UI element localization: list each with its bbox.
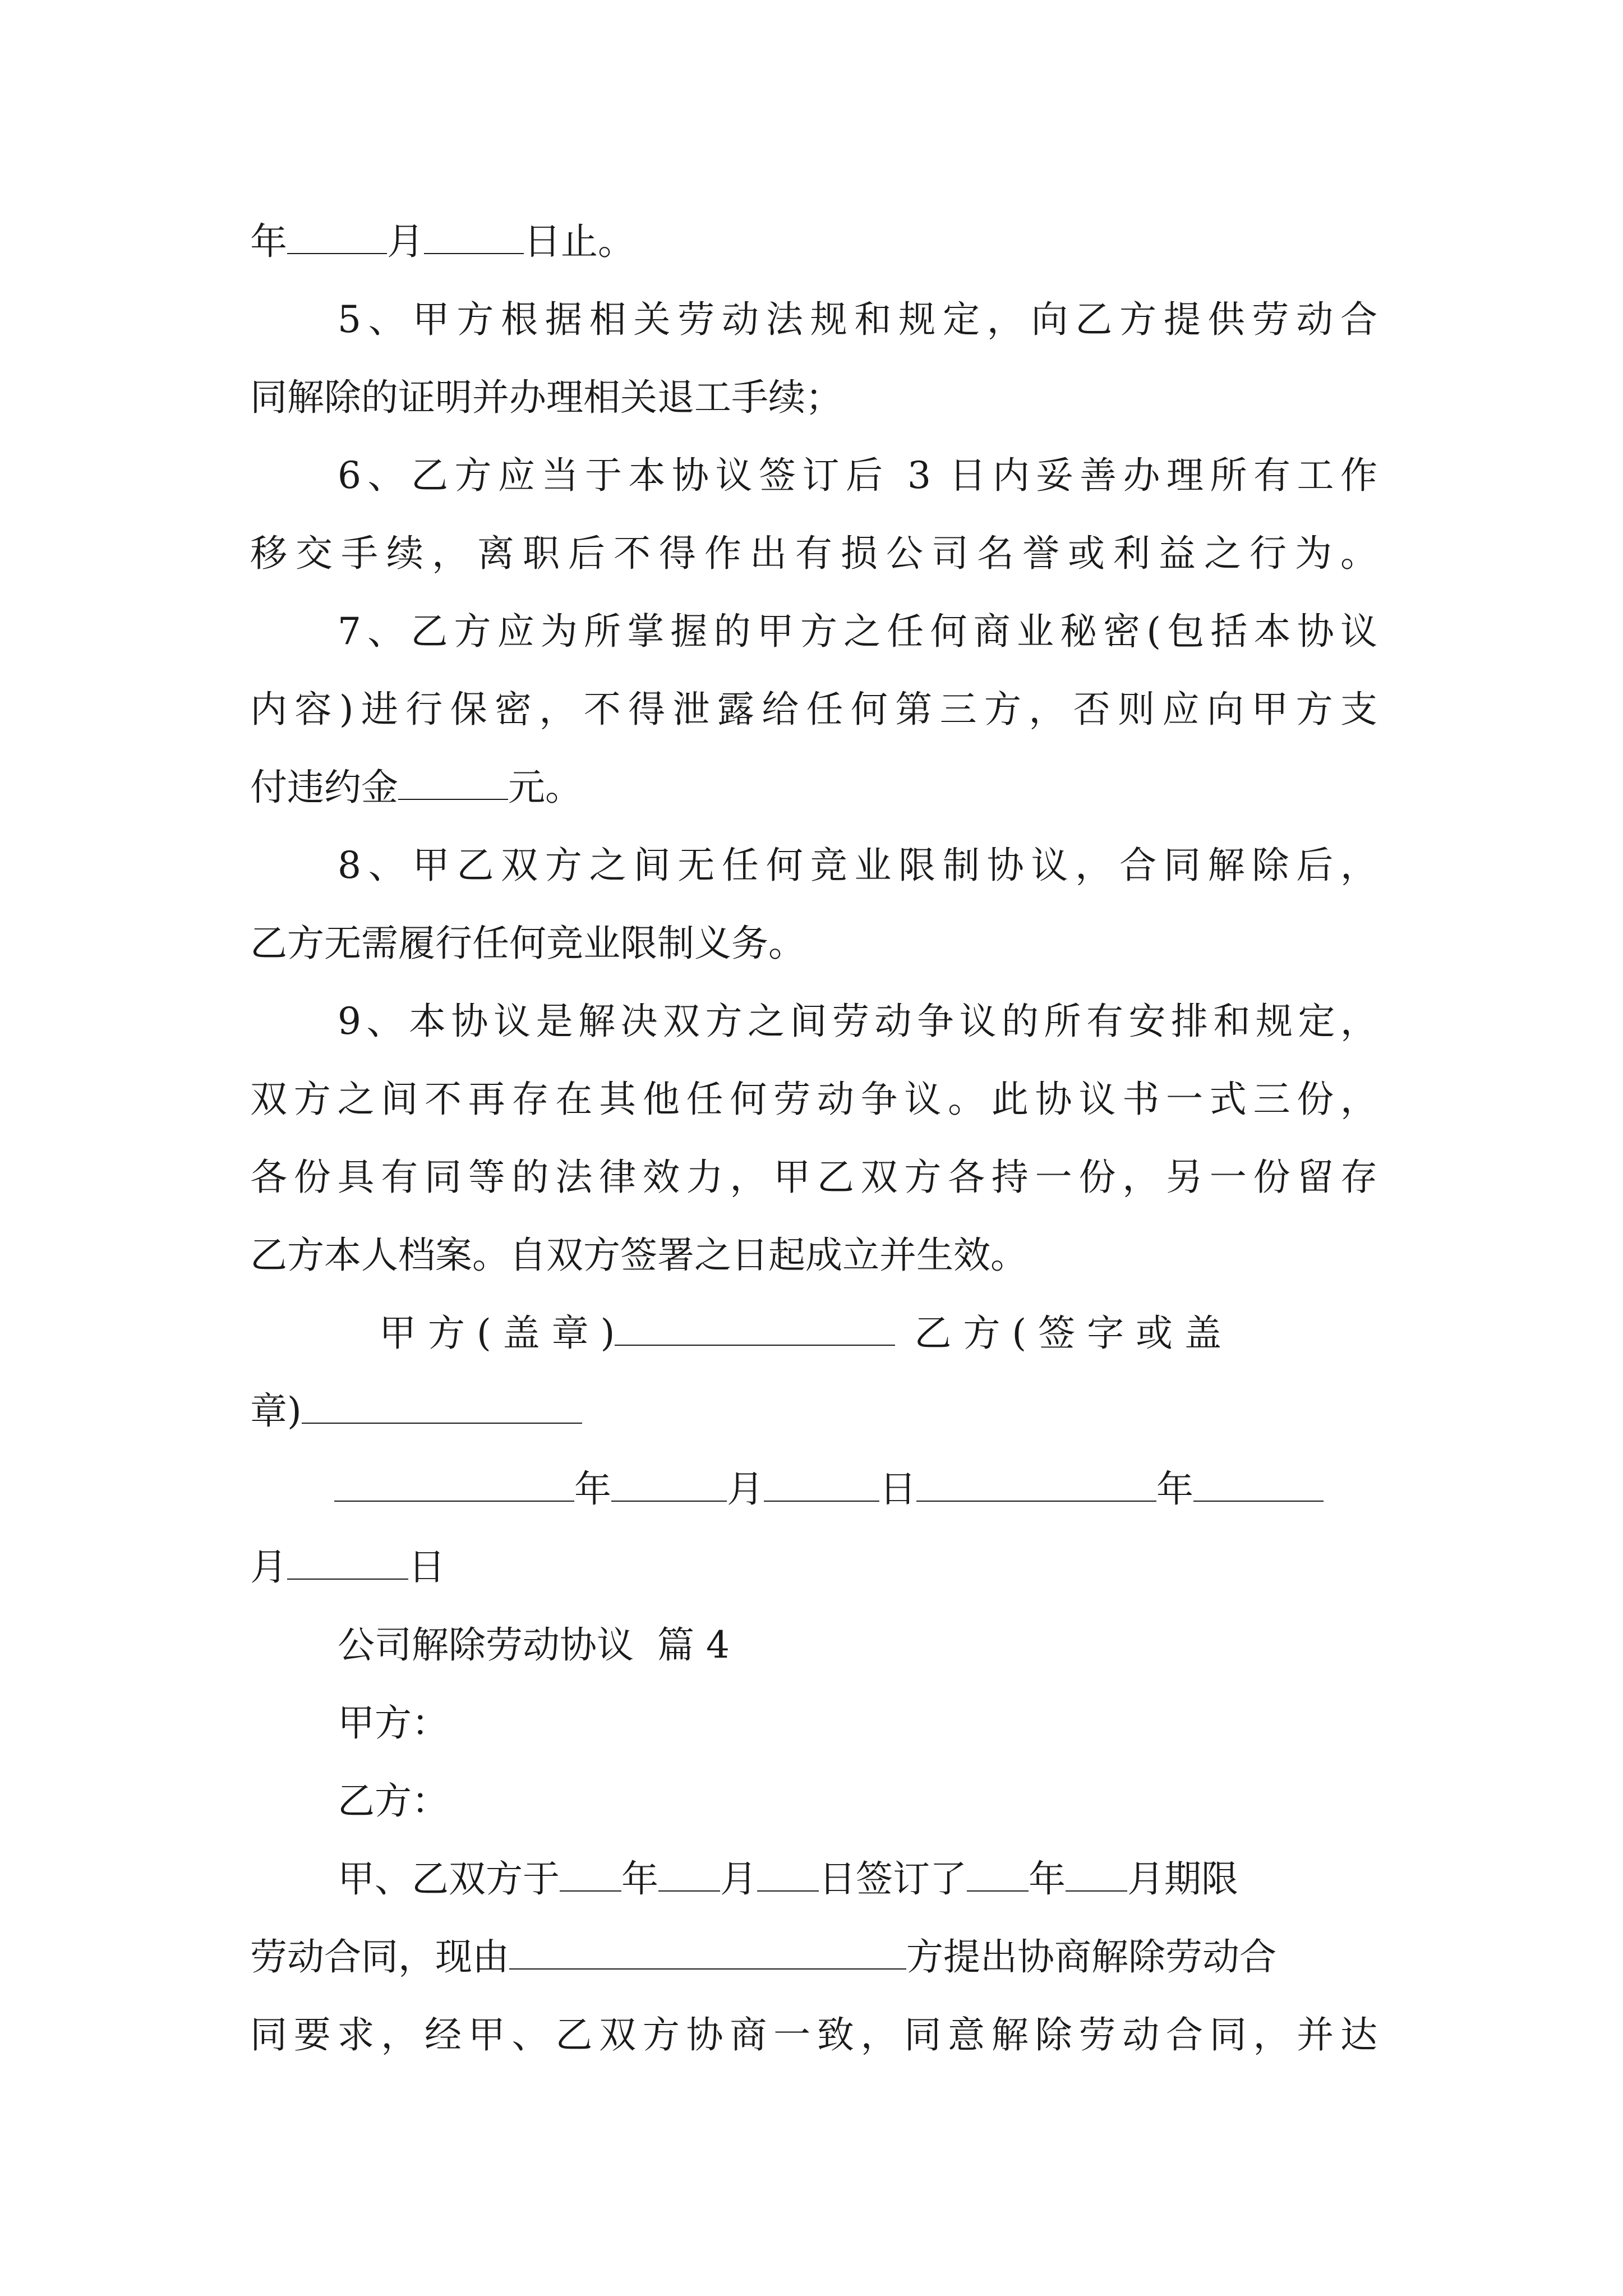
clause-6-line-1: 6、乙方应当于本协议签订后 3 日内妥善办理所有工作 [338, 454, 1377, 497]
clause-9-line-2: 双方之间不再存在其他任何劳动争议。此协议书一式三份， [250, 1078, 1377, 1121]
clause-8-line-1: 8、甲乙双方之间无任何竞业限制协议，合同解除后， [338, 844, 1377, 887]
clause-5-line-1: 5、甲方根据相关劳动法规和规定，向乙方提供劳动合 [338, 298, 1377, 341]
year-label: 年 [250, 220, 287, 263]
clause-6-line-2: 移交手续，离职后不得作出有损公司名誉或利益之行为。 [250, 532, 1377, 575]
party-a-month-label: 月 [727, 1467, 764, 1511]
signature-line-2 [250, 1386, 1377, 1437]
clause-7-line-3 [250, 762, 1377, 813]
clause-5-line-2: 同解除的证明并办理相关退工手续； [250, 376, 842, 419]
party-a-label: 甲方： [338, 1701, 449, 1745]
party-b-sign-blank [302, 1390, 582, 1424]
section-4-para-line-3: 同要求，经甲、乙双方协商一致，同意解除劳动合同，并达 [250, 2013, 1377, 2056]
term-month-blank [1066, 1858, 1127, 1892]
clause-9-line-4: 乙方本人档案。自双方签署之日起成立并生效。 [250, 1234, 1027, 1277]
penalty-label: 付违约金 [250, 766, 398, 809]
term-year-blank [967, 1858, 1029, 1892]
party-b-month-blank [287, 1546, 408, 1580]
party-a-year-label: 年 [574, 1467, 611, 1511]
sign-month-blank [658, 1858, 720, 1892]
party-b-date-blank [916, 1468, 1156, 1502]
party-a-seal-label: 甲 方 ( 盖 章 ) [379, 1312, 615, 1355]
party-b-day-label: 日 [408, 1545, 445, 1589]
section-4-para-line-2 [250, 1932, 1377, 1982]
currency-label: 元。 [508, 766, 582, 809]
party-a-year-blank [611, 1468, 727, 1502]
clause-9-line-3: 各份具有同等的法律效力，甲乙双方各持一份，另一份留存 [250, 1156, 1377, 1199]
party-b-label: 乙方： [338, 1779, 449, 1823]
party-a-day-label: 日 [879, 1467, 916, 1511]
term-month-label: 月期限 [1127, 1857, 1238, 1901]
sign-month-label: 月 [720, 1857, 757, 1901]
clause-7-line-2: 内容)进行保密，不得泄露给任何第三方，否则应向甲方支 [250, 688, 1377, 731]
month-blank [424, 220, 524, 254]
day-label: 日止。 [524, 220, 635, 263]
party-b-sign-label: 乙 方 ( 签 字 或 盖 [914, 1312, 1222, 1355]
proposer-label: 劳动合同，现由 [250, 1935, 509, 1978]
year-blank [287, 220, 387, 254]
clause-7-line-1: 7、乙方应为所掌握的甲方之任何商业秘密(包括本协议 [338, 610, 1377, 653]
proposal-text: 方提出协商解除劳动合 [906, 1935, 1276, 1978]
section-4-para-line-1 [338, 1854, 1377, 1904]
term-year-label: 年 [1029, 1857, 1066, 1901]
sign-year-label: 年 [621, 1857, 658, 1901]
signed-on-label: 甲、乙双方于 [338, 1857, 560, 1901]
signature-date-line [334, 1464, 1377, 1515]
month-label: 月 [387, 220, 424, 263]
penalty-amount-blank [398, 766, 508, 800]
party-b-month-label: 月 [250, 1545, 287, 1589]
signature-date-line-2 [250, 1542, 1377, 1593]
proposer-blank [509, 1936, 906, 1970]
clause-9-line-1: 9、本协议是解决双方之间劳动争议的所有安排和规定， [338, 1000, 1377, 1043]
party-a-date-blank [334, 1468, 574, 1502]
sign-year-blank [560, 1858, 621, 1892]
party-a-month-blank [764, 1468, 879, 1502]
sign-day-label: 日签订了 [819, 1857, 967, 1901]
party-b-year-blank [1193, 1468, 1324, 1502]
sign-day-blank [757, 1858, 819, 1892]
clause-8-line-2: 乙方无需履行任何竞业限制义务。 [250, 922, 805, 965]
party-a-seal-blank [615, 1312, 895, 1346]
party-b-sign-label-cont: 章) [250, 1389, 302, 1433]
signature-line-1 [379, 1308, 1377, 1359]
party-b-year-label: 年 [1156, 1467, 1193, 1511]
date-end-line [250, 217, 1377, 267]
section-4-heading: 公司解除劳动协议 篇 4 [338, 1623, 730, 1667]
